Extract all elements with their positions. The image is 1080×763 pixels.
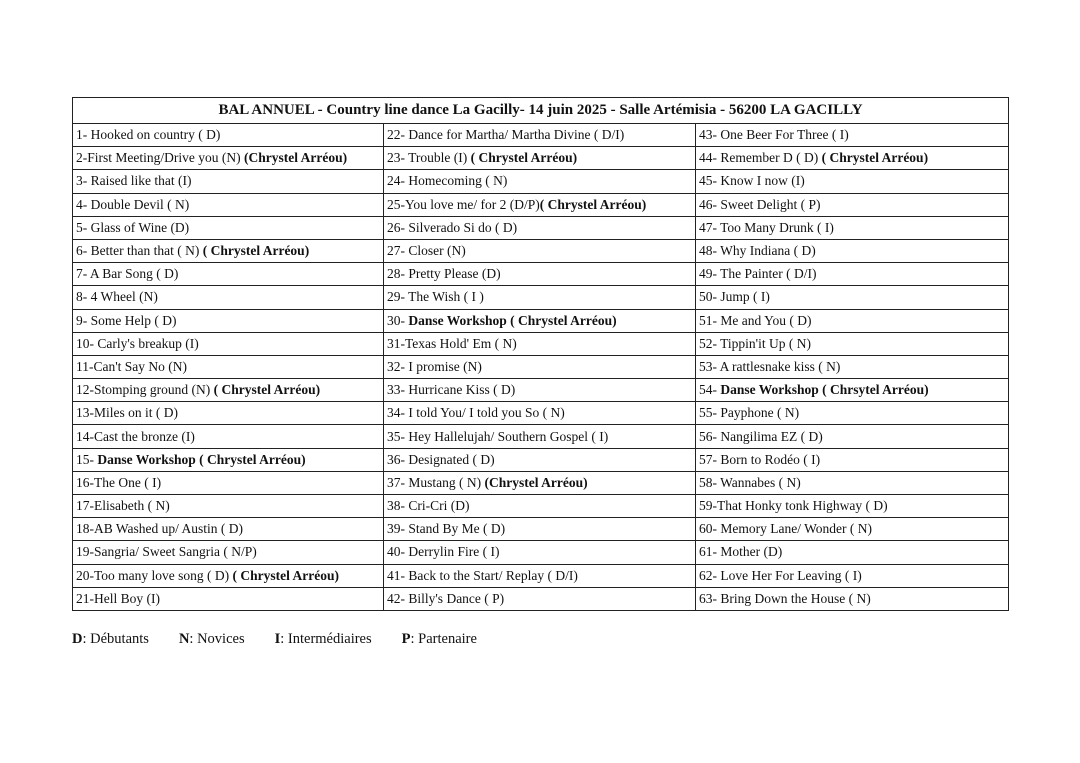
- dance-title: 34- I told You/ I told you So ( N): [387, 405, 565, 421]
- dance-entry: [696, 471, 1009, 494]
- dance-title: 16-The One ( I): [76, 474, 162, 490]
- dance-entry: [384, 332, 696, 355]
- dance-title: 12-Stomping ground (N): [76, 382, 214, 398]
- dance-title: 26- Silverado Si do ( D): [387, 219, 518, 235]
- dance-title: 21-Hell Boy (I): [76, 590, 160, 606]
- dance-title: 48- Why Indiana ( D): [699, 243, 816, 259]
- table-row: [73, 402, 1009, 425]
- dance-entry: [696, 448, 1009, 471]
- legend-item: [402, 631, 477, 648]
- dance-title: 63- Bring Down the House ( N): [699, 590, 871, 606]
- dance-title: 52- Tippin'it Up ( N): [699, 335, 811, 351]
- legend-key: N: [178, 631, 190, 647]
- dance-entry: [73, 193, 384, 216]
- dance-title: 55- Payphone ( N): [699, 405, 800, 421]
- dance-entry: [73, 495, 384, 518]
- dance-entry: [696, 263, 1009, 286]
- dance-entry: [696, 587, 1009, 610]
- table-row: [73, 425, 1009, 448]
- legend-item: [275, 631, 372, 648]
- dance-entry: [73, 518, 384, 541]
- dance-entry: [73, 147, 384, 170]
- table-row: [73, 170, 1009, 193]
- dance-entry: [73, 471, 384, 494]
- table-row: [73, 564, 1009, 587]
- dance-note: (Chrystel Arréou): [484, 474, 588, 490]
- dance-entry: [696, 309, 1009, 332]
- dance-title: 41- Back to the Start/ Replay ( D/I): [387, 567, 578, 583]
- dance-entry: [696, 286, 1009, 309]
- dance-title: 14-Cast the bronze (I): [76, 428, 195, 444]
- dance-title: 39- Stand By Me ( D): [387, 521, 506, 537]
- dance-entry: [384, 379, 696, 402]
- table-row: [73, 332, 1009, 355]
- dance-title: 19-Sangria/ Sweet Sangria ( N/P): [76, 544, 257, 560]
- table-row: [73, 355, 1009, 378]
- dance-title: 30-: [387, 312, 409, 328]
- dance-title: 31-Texas Hold' Em ( N): [387, 335, 517, 351]
- table-row: [73, 541, 1009, 564]
- dance-title: 4- Double Devil ( N): [76, 196, 190, 212]
- dance-entry: [696, 147, 1009, 170]
- dance-note: (Chrystel Arréou): [243, 150, 348, 166]
- dance-title: 1- Hooked on country ( D): [76, 127, 221, 143]
- legend-key: I: [274, 631, 281, 647]
- dance-entry: [696, 239, 1009, 262]
- dance-entry: [73, 170, 384, 193]
- dance-title: 5- Glass of Wine (D): [76, 219, 190, 235]
- dance-title: 35- Hey Hallelujah/ Southern Gospel ( I): [387, 428, 609, 444]
- dance-entry: [696, 518, 1009, 541]
- dance-title: 7- A Bar Song ( D): [76, 266, 179, 282]
- dance-title: 50- Jump ( I): [699, 289, 770, 305]
- dance-entry: [73, 124, 384, 147]
- dance-title: 40- Derrylin Fire ( I): [387, 544, 500, 560]
- dance-title: 33- Hurricane Kiss ( D): [387, 382, 516, 398]
- dance-title: 13-Miles on it ( D): [76, 405, 178, 421]
- page-title: BAL ANNUEL - Country line dance La Gacilly- 14 juin 2025 - Salle Artémisia - 56200 LA GACILLY: [73, 98, 1009, 124]
- table-row: [73, 263, 1009, 286]
- dance-title: 58- Wannabes ( N): [699, 474, 801, 490]
- dance-entry: [73, 564, 384, 587]
- dance-title: 36- Designated ( D): [387, 451, 495, 467]
- table-row: [73, 239, 1009, 262]
- dance-note: Danse Workshop ( Chrystel Arréou): [408, 312, 617, 328]
- legend-label: : Intermédiaires: [280, 631, 372, 647]
- table-row: [73, 587, 1009, 610]
- dance-title: 10- Carly's breakup (I): [76, 335, 199, 351]
- dance-entry: [696, 193, 1009, 216]
- dance-entry: [384, 518, 696, 541]
- dance-entry: [73, 355, 384, 378]
- legend-key: P: [401, 631, 411, 647]
- dance-title: 25-You love me/ for 2 (D/P): [387, 196, 540, 212]
- dance-entry: [384, 355, 696, 378]
- legend-label: : Débutants: [82, 631, 149, 647]
- dance-entry: [696, 332, 1009, 355]
- dance-title: 2-First Meeting/Drive you (N): [76, 150, 244, 166]
- dance-entry: [384, 425, 696, 448]
- dance-note: ( Chrystel Arréou): [232, 567, 340, 583]
- dance-title: 23- Trouble (I): [387, 150, 471, 166]
- dance-title: 8- 4 Wheel (N): [76, 289, 158, 305]
- dance-entry: [73, 216, 384, 239]
- dance-entry: [696, 216, 1009, 239]
- dance-title: 37- Mustang ( N): [387, 474, 485, 490]
- dance-title: 6- Better than that ( N): [76, 243, 203, 259]
- dance-title: 43- One Beer For Three ( I): [699, 127, 849, 143]
- legend-item: [179, 631, 245, 648]
- dance-title: 61- Mother (D): [699, 544, 783, 560]
- dance-entry: [696, 124, 1009, 147]
- dance-title: 3- Raised like that (I): [76, 173, 192, 189]
- dance-title: 57- Born to Rodéo ( I): [699, 451, 821, 467]
- dance-entry: [73, 286, 384, 309]
- dance-title: 44- Remember D ( D): [699, 150, 822, 166]
- table-row: [73, 124, 1009, 147]
- dance-title: 47- Too Many Drunk ( I): [699, 219, 834, 235]
- dance-entry: [384, 124, 696, 147]
- dance-entry: [73, 425, 384, 448]
- dance-title: 53- A rattlesnake kiss ( N): [699, 358, 841, 374]
- dance-entry: [384, 193, 696, 216]
- dance-title: 15-: [76, 451, 98, 467]
- dance-title: 29- The Wish ( I ): [387, 289, 484, 305]
- dance-title: 20-Too many love song ( D): [76, 567, 233, 583]
- dance-title: 46- Sweet Delight ( P): [699, 196, 821, 212]
- dance-note: Danse Workshop ( Chrsytel Arréou): [720, 382, 929, 398]
- dance-entry: [73, 332, 384, 355]
- dance-title: 18-AB Washed up/ Austin ( D): [76, 521, 244, 537]
- dance-title: 32- I promise (N): [387, 358, 482, 374]
- dance-title: 49- The Painter ( D/I): [699, 266, 817, 282]
- dance-title: 11-Can't Say No (N): [76, 358, 188, 374]
- dance-note: ( Chrystel Arréou): [202, 243, 310, 259]
- dance-note: Danse Workshop ( Chrystel Arréou): [97, 451, 306, 467]
- dance-title: 54-: [699, 382, 721, 398]
- dance-entry: [73, 309, 384, 332]
- dance-entry: [73, 239, 384, 262]
- dance-entry: [73, 448, 384, 471]
- dance-note: ( Chrystel Arréou): [213, 382, 321, 398]
- dance-title: 60- Memory Lane/ Wonder ( N): [699, 521, 872, 537]
- dance-title: 22- Dance for Martha/ Martha Divine ( D/I): [387, 127, 625, 143]
- dance-entry: [384, 541, 696, 564]
- level-legend: [72, 631, 507, 648]
- dance-entry: [696, 170, 1009, 193]
- dance-entry: [384, 402, 696, 425]
- dance-entry: [696, 541, 1009, 564]
- table-row: [73, 379, 1009, 402]
- dance-entry: [384, 495, 696, 518]
- table-row: [73, 193, 1009, 216]
- dance-note: ( Chrystel Arréou): [470, 150, 578, 166]
- dance-entry: [384, 170, 696, 193]
- legend-item: [72, 631, 149, 648]
- dance-title: 24- Homecoming ( N): [387, 173, 508, 189]
- dance-entry: [384, 309, 696, 332]
- legend-label: : Novices: [189, 631, 245, 647]
- table-row: [73, 286, 1009, 309]
- table-row: [73, 471, 1009, 494]
- dance-title: 42- Billy's Dance ( P): [387, 590, 505, 606]
- table-row: [73, 448, 1009, 471]
- dance-title: 9- Some Help ( D): [76, 312, 177, 328]
- dance-title: 56- Nangilima EZ ( D): [699, 428, 823, 444]
- dance-entry: [384, 286, 696, 309]
- dance-entry: [384, 448, 696, 471]
- dance-title: 45- Know I now (I): [699, 173, 805, 189]
- table-row: [73, 309, 1009, 332]
- dance-entry: [73, 263, 384, 286]
- table-row: [73, 147, 1009, 170]
- dance-entry: [696, 402, 1009, 425]
- table-row: [73, 495, 1009, 518]
- dance-title: 59-That Honky tonk Highway ( D): [699, 498, 888, 514]
- dance-entry: [384, 147, 696, 170]
- dance-entry: [73, 587, 384, 610]
- dance-title: 28- Pretty Please (D): [387, 266, 501, 282]
- dance-entry: [384, 587, 696, 610]
- dance-title: 27- Closer (N): [387, 243, 466, 259]
- dance-entry: [696, 379, 1009, 402]
- legend-key: D: [72, 631, 83, 647]
- table-row: [73, 216, 1009, 239]
- dance-title: 51- Me and You ( D): [699, 312, 812, 328]
- dance-entry: [73, 379, 384, 402]
- table-row: [73, 518, 1009, 541]
- dance-title: 62- Love Her For Leaving ( I): [699, 567, 862, 583]
- dance-entry: [384, 471, 696, 494]
- dance-playlist-table: [72, 97, 1009, 611]
- dance-entry: [696, 355, 1009, 378]
- dance-entry: [696, 564, 1009, 587]
- dance-note: ( Chrystel Arréou): [539, 196, 647, 212]
- dance-note: ( Chrystel Arréou): [821, 150, 929, 166]
- dance-entry: [73, 402, 384, 425]
- dance-entry: [384, 216, 696, 239]
- dance-entry: [696, 425, 1009, 448]
- dance-title: 38- Cri-Cri (D): [387, 498, 470, 514]
- dance-entry: [73, 541, 384, 564]
- dance-entry: [384, 263, 696, 286]
- dance-title: 17-Elisabeth ( N): [76, 498, 170, 514]
- dance-entry: [384, 239, 696, 262]
- dance-entry: [696, 495, 1009, 518]
- legend-label: : Partenaire: [410, 631, 477, 647]
- dance-entry: [384, 564, 696, 587]
